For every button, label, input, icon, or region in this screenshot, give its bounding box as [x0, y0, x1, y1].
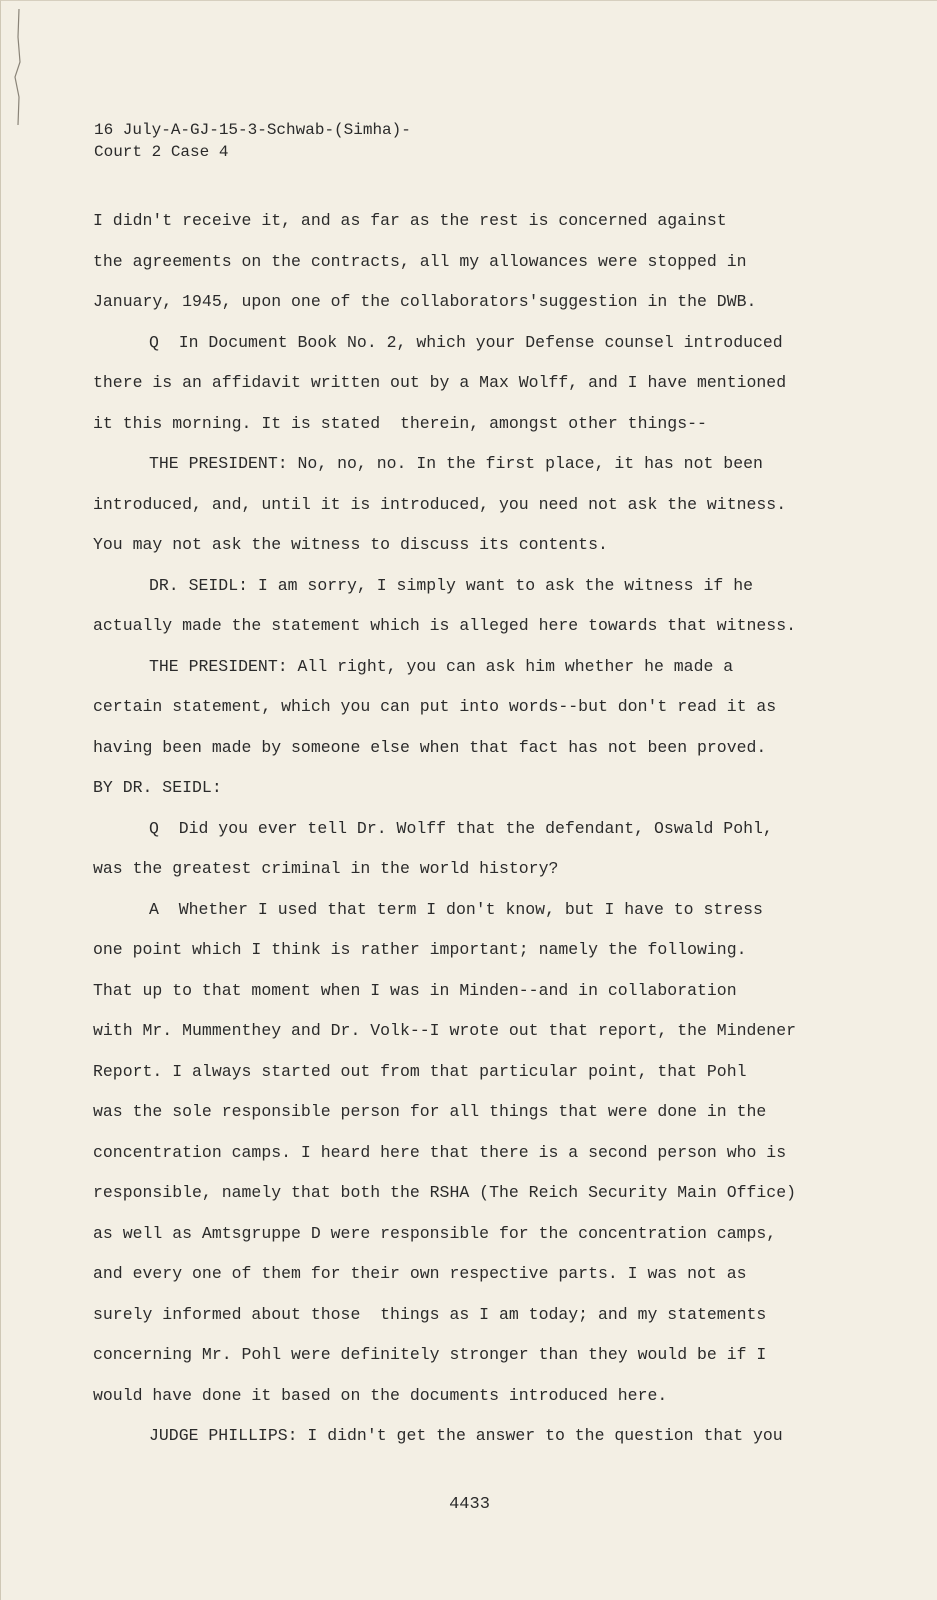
- transcript-line: the agreements on the contracts, all my allowances were stopped in: [93, 251, 747, 271]
- transcript-line: You may not ask the witness to discuss its contents.: [93, 535, 608, 554]
- transcript-line: concerning Mr. Pohl were definitely stronger than they would be if I: [93, 1345, 767, 1364]
- header-court-case-line: Court 2 Case 4: [94, 143, 229, 161]
- transcript-body: [93, 201, 833, 1457]
- transcript-line: actually made the statement which is alleged here towards that witness.: [93, 616, 797, 635]
- transcript-line: January, 1945, upon one of the collaborators'suggestion in the DWB.: [93, 292, 757, 311]
- header-reference-line: 16 July-A-GJ-15-3-Schwab-(Simha)-: [94, 121, 411, 139]
- transcript-line: BY DR. SEIDL:: [93, 778, 222, 797]
- transcript-line: certain statement, which you can put into words--but don't read it as: [93, 697, 777, 716]
- transcript-line: Q Did you ever tell Dr. Wolff that the defendant, Oswald Pohl,: [149, 818, 773, 838]
- transcript-line: Report. I always started out from that particular point, that Pohl: [93, 1061, 747, 1081]
- page-number: 4433: [449, 1495, 490, 1514]
- transcript-line: was the sole responsible person for all things that were done in the: [93, 1102, 767, 1121]
- transcript-line: THE PRESIDENT: All right, you can ask him whether he made a: [149, 656, 734, 676]
- transcript-line: surely informed about those things as I am today; and my statements: [93, 1304, 767, 1324]
- binding-mark: [9, 7, 23, 127]
- transcript-line: with Mr. Mummenthey and Dr. Volk--I wrote out that report, the Mindener: [93, 1021, 797, 1040]
- transcript-line: having been made by someone else when that fact has not been proved.: [93, 737, 767, 757]
- document-header: [94, 119, 411, 163]
- transcript-line: A Whether I used that term I don't know, but I have to stress: [149, 899, 763, 919]
- transcript-line: was the greatest criminal in the world history?: [93, 859, 559, 878]
- transcript-line: there is an affidavit written out by a Max Wolff, and I have mentioned: [93, 373, 787, 392]
- transcript-line: it this morning. It is stated therein, amongst other things--: [93, 413, 707, 433]
- transcript-line: DR. SEIDL: I am sorry, I simply want to ask the witness if he: [149, 575, 753, 595]
- transcript-line: introduced, and, until it is introduced, you need not ask the witness.: [93, 494, 787, 514]
- transcript-line: That up to that moment when I was in Minden--and in collaboration: [93, 980, 737, 1000]
- transcript-line: concentration camps. I heard here that there is a second person who is: [93, 1142, 787, 1162]
- transcript-line: Q In Document Book No. 2, which your Defense counsel introduced: [149, 332, 783, 352]
- transcript-line: responsible, namely that both the RSHA (The Reich Security Main Office): [93, 1183, 797, 1202]
- transcript-line: and every one of them for their own respective parts. I was not as: [93, 1264, 747, 1283]
- transcript-line: as well as Amtsgruppe D were responsible for the concentration camps,: [93, 1223, 777, 1243]
- transcript-line: THE PRESIDENT: No, no, no. In the first place, it has not been: [149, 454, 763, 473]
- transcript-line: one point which I think is rather important; namely the following.: [93, 940, 747, 959]
- transcript-line: I didn't receive it, and as far as the rest is concerned against: [93, 211, 727, 230]
- transcript-line: JUDGE PHILLIPS: I didn't get the answer to the question that you: [149, 1426, 783, 1445]
- transcript-line: would have done it based on the documents introduced here.: [93, 1385, 668, 1405]
